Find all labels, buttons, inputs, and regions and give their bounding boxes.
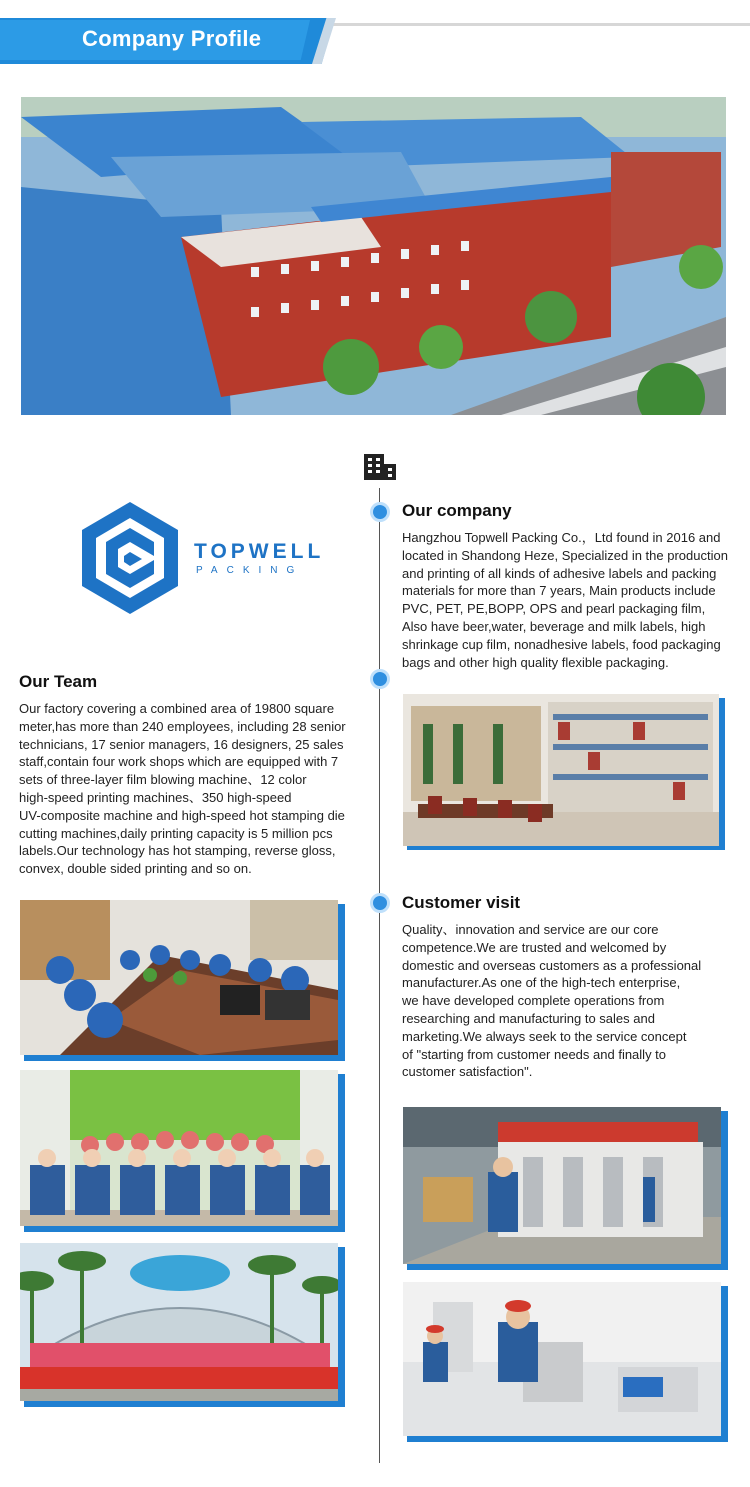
our-company-text bbox=[402, 529, 747, 671]
printing-machine-photo bbox=[403, 1107, 728, 1270]
outing-group-photo bbox=[20, 1243, 345, 1407]
our-team-line: cutting machines,daily printing capacity is 5 million pcs bbox=[19, 825, 333, 841]
logo-name: TOPWELL bbox=[194, 540, 325, 563]
our-company-line: located in Shandong Heze, Specialized in the production bbox=[402, 547, 728, 563]
customer-visit-line: we have developed complete operations from bbox=[402, 993, 665, 1009]
our-team-line: UV-composite machine and high-speed hot stamping die bbox=[19, 807, 345, 823]
our-company-line: and printing of all kinds of adhesive labels and packing bbox=[402, 565, 717, 581]
our-team-heading: Our Team bbox=[19, 672, 98, 691]
meeting-photo bbox=[20, 900, 345, 1061]
page-title: Company Profile bbox=[82, 26, 262, 51]
our-team-line: staff,contain four work shops which are equipped with 7 bbox=[19, 754, 339, 770]
customer-visit-line: competence.We are trusted and welcomed by bbox=[402, 939, 667, 955]
our-company-heading: Our company bbox=[402, 501, 512, 520]
team-group-photo bbox=[20, 1070, 345, 1232]
customer-visit-text bbox=[402, 921, 747, 1081]
timeline-dot-company bbox=[370, 502, 390, 522]
topwell-logo bbox=[80, 500, 330, 618]
logo-subtitle: PACKING bbox=[196, 565, 304, 576]
quality-lab-photo bbox=[403, 1282, 728, 1442]
our-company-line: PVC, PET, PE,BOPP, OPS and pearl packaging film, bbox=[402, 601, 706, 617]
our-team-line: Our factory covering a combined area of 19800 square bbox=[19, 701, 335, 716]
customer-visit-line: Quality、innovation and service are our core bbox=[402, 922, 659, 937]
showroom-photo bbox=[403, 694, 725, 850]
our-team-text bbox=[19, 700, 364, 878]
our-company-line: materials for more than 7 years, Main products include bbox=[402, 583, 716, 599]
customer-visit-line: manufacturer.As one of the high-tech enterprise, bbox=[402, 975, 681, 991]
customer-visit-line: domestic and overseas customers as a professional bbox=[402, 957, 702, 973]
timeline-line bbox=[379, 488, 380, 1463]
our-team-line: meter,has more than 240 employees, including 28 senior bbox=[19, 718, 346, 734]
factory-aerial-photo bbox=[21, 97, 726, 415]
timeline-dot-team bbox=[370, 669, 390, 689]
our-company-line: bags and other high quality flexible packaging. bbox=[402, 654, 669, 670]
our-team-line: labels.Our technology has hot stamping, reverse gloss, bbox=[19, 843, 336, 859]
customer-visit-line: researching and manufacturing to sales and bbox=[402, 1010, 655, 1026]
our-company-line: Hangzhou Topwell Packing Co.，Ltd found in 2016 and bbox=[402, 530, 721, 545]
customer-visit-heading: Customer visit bbox=[402, 893, 521, 912]
our-company-line: Also have beer,water, beverage and milk labels, high bbox=[402, 618, 706, 634]
customer-visit-line: of "starting from customer needs and finally to bbox=[402, 1046, 667, 1062]
building-icon bbox=[362, 452, 398, 482]
our-team-line: sets of three-layer film blowing machine、12 color bbox=[19, 772, 307, 788]
our-team-line: high-speed printing machines、350 high-speed bbox=[19, 789, 292, 805]
timeline-dot-visit bbox=[370, 893, 390, 913]
customer-visit-line: marketing.We always seek to the service concept bbox=[402, 1028, 687, 1044]
our-team-line: convex, double sided printing and so on. bbox=[19, 861, 252, 877]
our-company-line: shrinkage cup film, nonadhesive labels, food packaging bbox=[402, 636, 721, 652]
our-team-line: technicians, 17 senior managers, 16 designers, 25 sales bbox=[19, 736, 344, 752]
customer-visit-line: customer satisfaction". bbox=[402, 1064, 533, 1080]
